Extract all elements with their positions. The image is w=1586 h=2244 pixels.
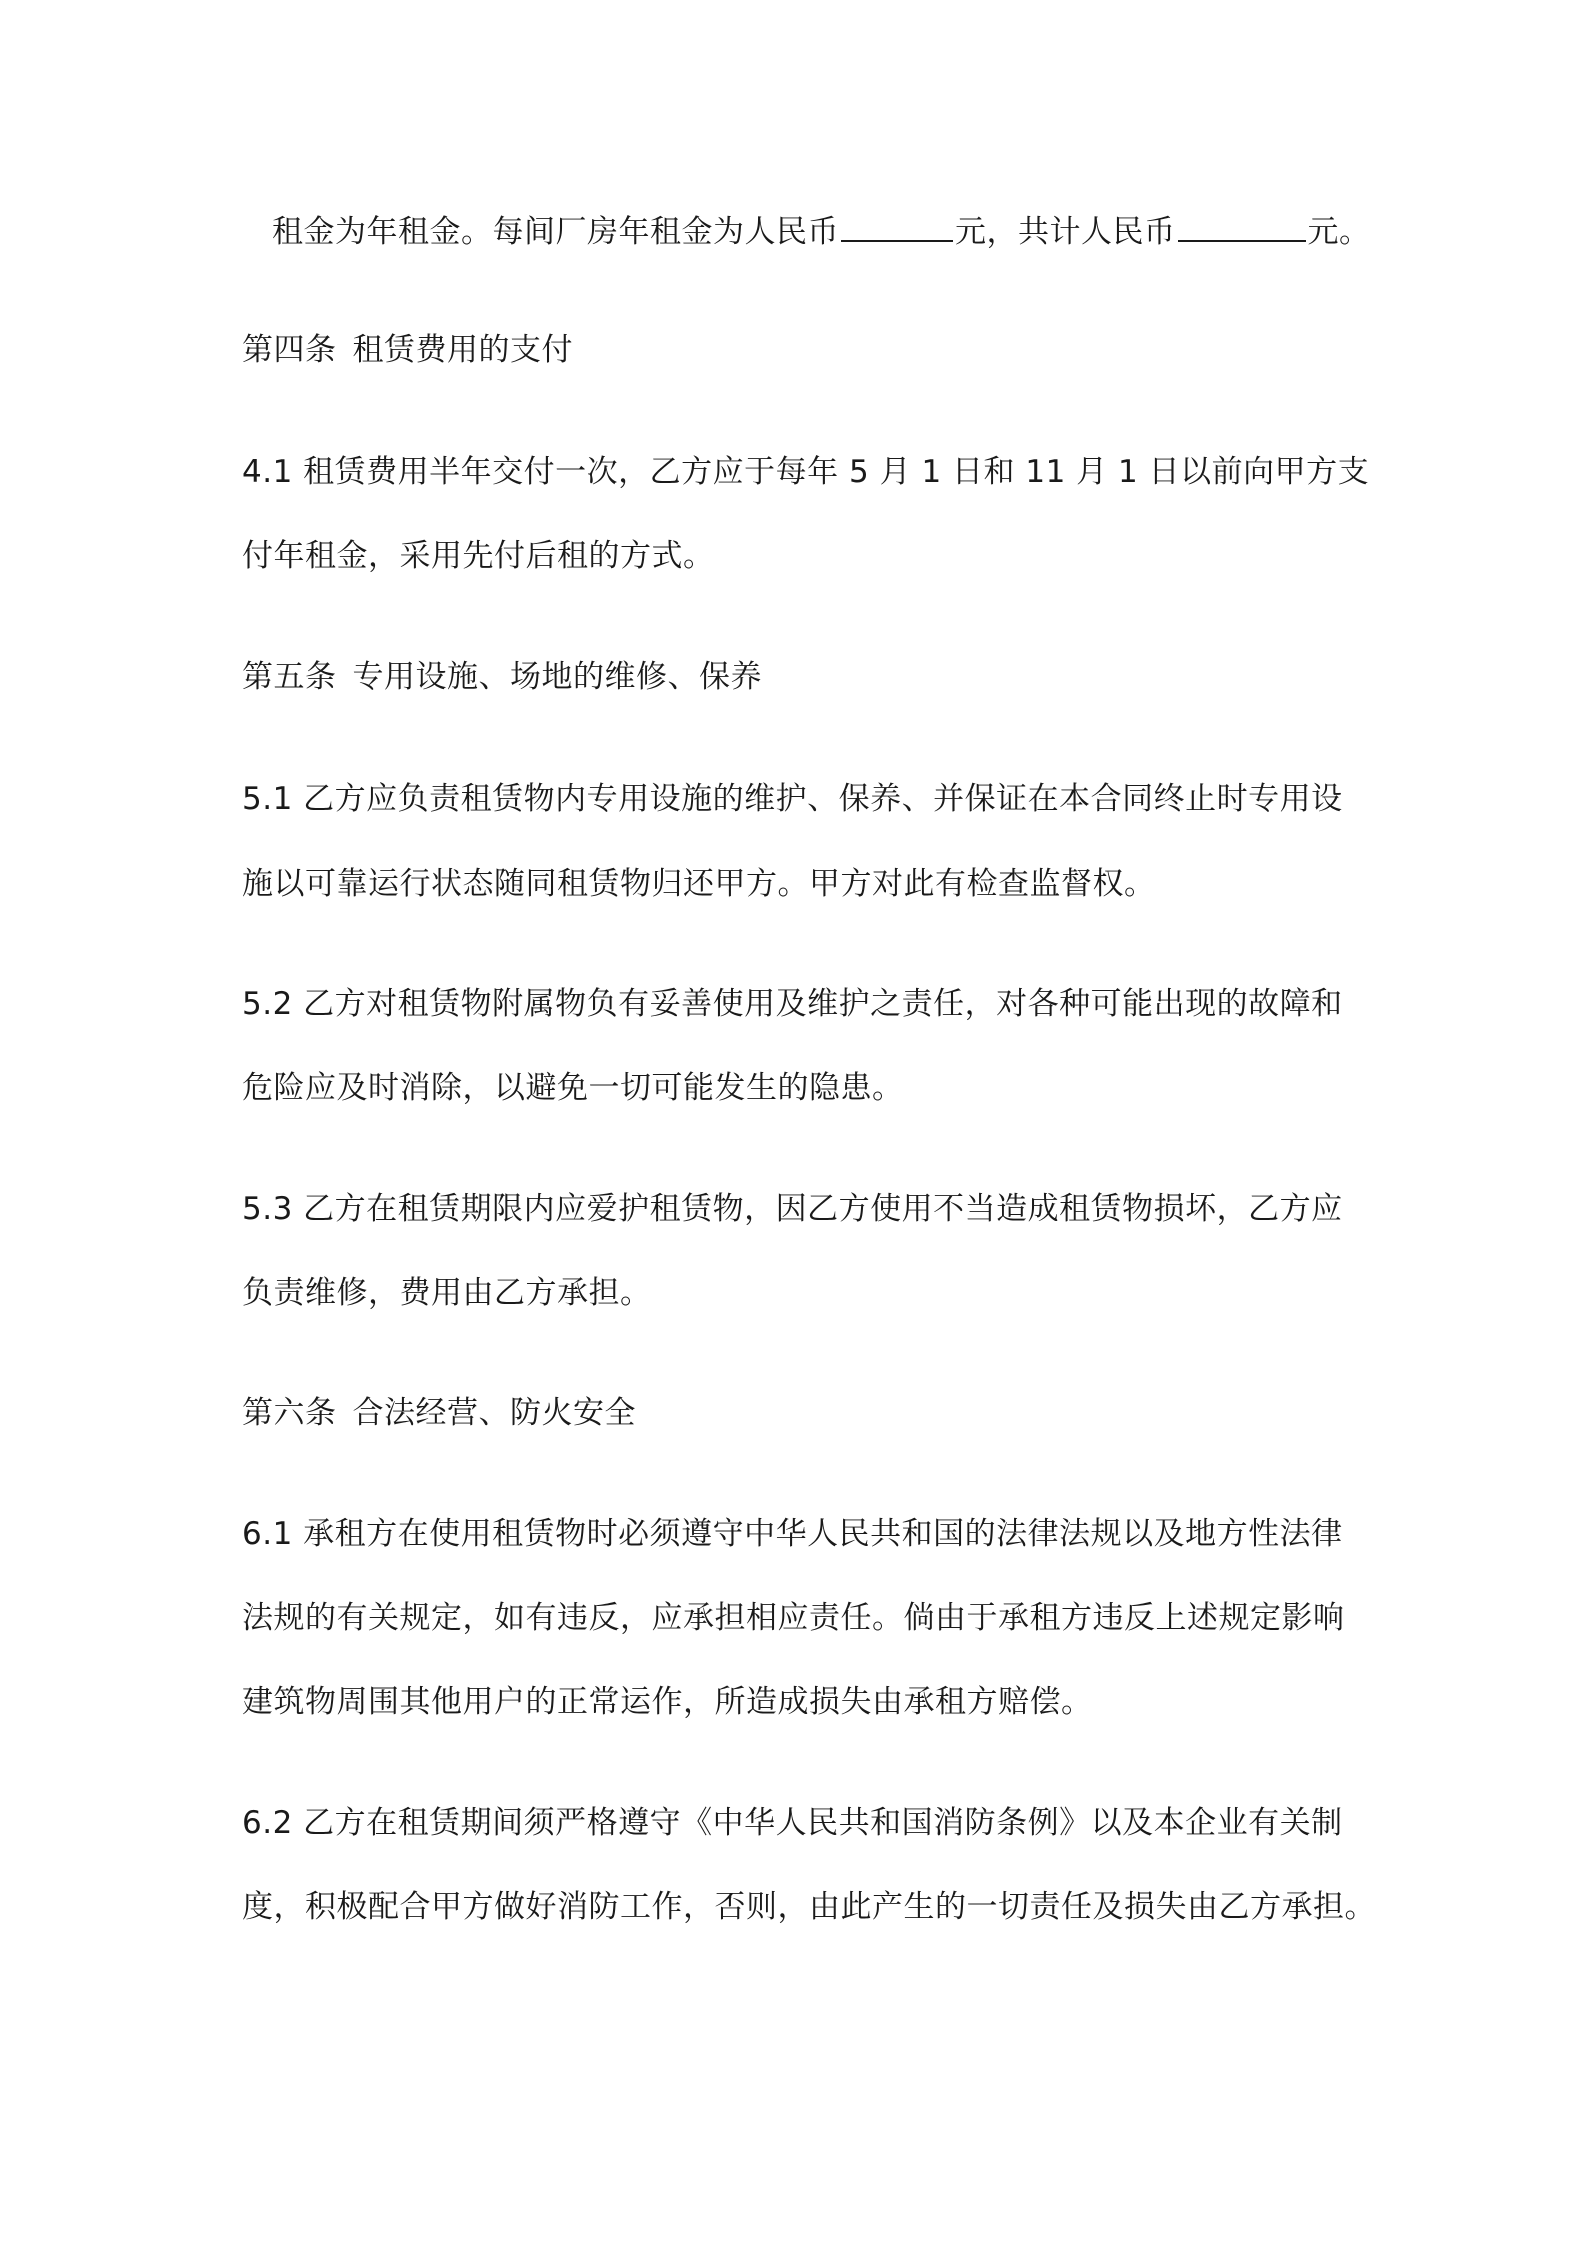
- section-6-title: 合法经营、防火安全: [352, 1395, 636, 1431]
- clause-6-2-line-2: 度，积极配合甲方做好消防工作，否则，由此产生的一切责任及损失由乙方承担。: [242, 1889, 1376, 1925]
- section-4-heading: [242, 328, 1360, 372]
- section-6-heading: [242, 1391, 1360, 1435]
- clause-5-2-line-1: 5.2 乙方对租赁物附属物负有妥善使用及维护之责任，对各种可能出现的故障和: [242, 986, 1343, 1022]
- clause-6-1-line-2: 法规的有关规定，如有违反，应承担相应责任。倘由于承租方违反上述规定影响: [242, 1600, 1345, 1636]
- section-5-number: 第五条: [242, 659, 337, 695]
- rent-clause: [272, 210, 1390, 254]
- document-page: [242, 0, 1376, 2244]
- section-5-title: 专用设施、场地的维修、保养: [352, 659, 762, 695]
- annual-rent-blank: [841, 210, 953, 242]
- section-4-title: 租赁费用的支付: [352, 332, 573, 368]
- clause-4-1-line-2: 付年租金，采用先付后租的方式。: [242, 538, 715, 574]
- clause-5-1-line-2: 施以可靠运行状态随同租赁物归还甲方。甲方对此有检查监督权。: [242, 866, 1156, 902]
- section-5-heading: [242, 655, 1360, 699]
- clause-5-1-line-1: 5.1 乙方应负责租赁物内专用设施的维护、保养、并保证在本合同终止时专用设: [242, 781, 1343, 817]
- section-6-number: 第六条: [242, 1395, 337, 1431]
- rent-clause-text-2: 元，共计人民币: [955, 214, 1176, 250]
- clause-5-3-line-2: 负责维修，费用由乙方承担。: [242, 1275, 652, 1311]
- rent-clause-text-1: 租金为年租金。每间厂房年租金为人民币: [272, 214, 839, 250]
- clause-5-3-line-1: 5.3 乙方在租赁期限内应爱护租赁物，因乙方使用不当造成租赁物损坏，乙方应: [242, 1191, 1343, 1227]
- rent-clause-text-3: 元。: [1307, 214, 1371, 250]
- total-rent-blank: [1178, 210, 1306, 242]
- clause-6-2-line-1: 6.2 乙方在租赁期间须严格遵守《中华人民共和国消防条例》以及本企业有关制: [242, 1805, 1343, 1841]
- clause-6-1-line-1: 6.1 承租方在使用租赁物时必须遵守中华人民共和国的法律法规以及地方性法律: [242, 1516, 1343, 1552]
- clause-5-2-line-2: 危险应及时消除，以避免一切可能发生的隐患。: [242, 1070, 904, 1106]
- section-4-number: 第四条: [242, 332, 337, 368]
- clause-4-1-line-1: 4.1 租赁费用半年交付一次，乙方应于每年 5 月 1 日和 11 月 1 日以前向甲方支: [242, 454, 1370, 490]
- clause-6-1-line-3: 建筑物周围其他用户的正常运作，所造成损失由承租方赔偿。: [242, 1684, 1093, 1720]
